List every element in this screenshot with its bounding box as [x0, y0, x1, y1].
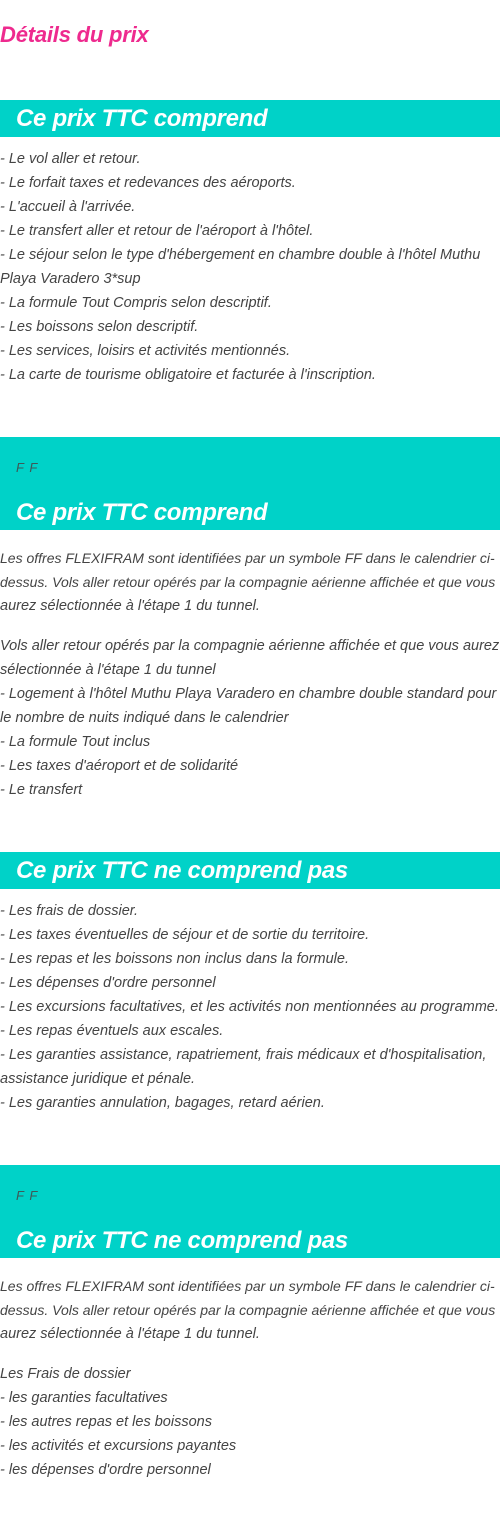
- page-title: Détails du prix: [0, 22, 149, 47]
- section-included-banner: [0, 100, 500, 137]
- paragraph-line: dessus. Vols aller retour opérés par la compagnie aérienne affichée et que vous: [0, 574, 496, 590]
- list-item: assistance juridique et pénale.: [0, 1071, 196, 1087]
- list-item: - La carte de tourisme obligatoire et facturée à l'inscription.: [0, 367, 376, 383]
- section-ff-included-intro: [0, 546, 500, 618]
- section-ff-excluded-banner: [0, 1165, 500, 1258]
- list-item: - Les taxes éventuelles de séjour et de sortie du territoire.: [0, 927, 370, 943]
- paragraph-line: Les offres FLEXIFRAM sont identifiées par un symbole FF dans le calendrier ci-: [0, 550, 495, 566]
- list-item: - Les excursions facultatives, et les activités non mentionnées au programme.: [0, 999, 499, 1015]
- list-item: - Le transfert aller et retour de l'aéroport à l'hôtel.: [0, 223, 314, 239]
- paragraph-line: aurez sélectionnée à l'étape 1 du tunnel.: [0, 598, 260, 614]
- ff-tag: F F: [16, 460, 39, 475]
- ff-tag: F F: [16, 1188, 39, 1203]
- list-item: - Les taxes d'aéroport et de solidarité: [0, 758, 239, 774]
- section-ff-included-list: [0, 634, 500, 802]
- list-item: - La formule Tout inclus: [0, 734, 151, 750]
- list-item: Les Frais de dossier: [0, 1366, 131, 1382]
- list-item: - Les boissons selon descriptif.: [0, 319, 199, 335]
- section-ff-excluded-list: [0, 1362, 500, 1482]
- list-item: - les dépenses d'ordre personnel: [0, 1462, 211, 1478]
- list-item: - La formule Tout Compris selon descriptif.: [0, 295, 272, 311]
- paragraph-line: dessus. Vols aller retour opérés par la compagnie aérienne affichée et que vous: [0, 1302, 496, 1318]
- section-ff-included-heading: Ce prix TTC comprend: [16, 499, 268, 526]
- list-item: - Les repas et les boissons non inclus dans la formule.: [0, 951, 349, 967]
- list-item: - les activités et excursions payantes: [0, 1438, 237, 1454]
- section-included-list: [0, 147, 500, 387]
- list-item: - Le transfert: [0, 782, 83, 798]
- list-item: Vols aller retour opérés par la compagnie aérienne affichée et que vous aurez: [0, 638, 500, 654]
- list-item: - Les services, loisirs et activités mentionnés.: [0, 343, 291, 359]
- paragraph-line: Les offres FLEXIFRAM sont identifiées par un symbole FF dans le calendrier ci-: [0, 1278, 495, 1294]
- section-ff-excluded-intro: [0, 1274, 500, 1346]
- list-item: le nombre de nuits indiqué dans le calendrier: [0, 710, 289, 726]
- list-item: - Les garanties annulation, bagages, retard aérien.: [0, 1095, 325, 1111]
- section-excluded-heading: Ce prix TTC ne comprend pas: [16, 857, 348, 884]
- list-item: - Les garanties assistance, rapatriement, frais médicaux et d'hospitalisation,: [0, 1047, 487, 1063]
- list-item: - Les frais de dossier.: [0, 903, 139, 919]
- section-excluded-list: [0, 899, 500, 1115]
- paragraph-line: aurez sélectionnée à l'étape 1 du tunnel.: [0, 1326, 260, 1342]
- list-item: - Le séjour selon le type d'hébergement en chambre double à l'hôtel Muthu: [0, 247, 481, 263]
- list-item: - L'accueil à l'arrivée.: [0, 199, 136, 215]
- list-item: - Les dépenses d'ordre personnel: [0, 975, 216, 991]
- section-included-heading: Ce prix TTC comprend: [16, 105, 268, 132]
- section-ff-excluded-heading: Ce prix TTC ne comprend pas: [16, 1227, 348, 1254]
- list-item: sélectionnée à l'étape 1 du tunnel: [0, 662, 216, 678]
- list-item: - les autres repas et les boissons: [0, 1414, 212, 1430]
- list-item: Playa Varadero 3*sup: [0, 271, 141, 287]
- section-excluded-banner: [0, 852, 500, 889]
- list-item: - Le forfait taxes et redevances des aéroports.: [0, 175, 296, 191]
- list-item: - Les repas éventuels aux escales.: [0, 1023, 224, 1039]
- list-item: - les garanties facultatives: [0, 1390, 168, 1406]
- list-item: - Logement à l'hôtel Muthu Playa Varadero en chambre double standard pour: [0, 686, 497, 702]
- list-item: - Le vol aller et retour.: [0, 151, 141, 167]
- section-ff-included-banner: [0, 437, 500, 530]
